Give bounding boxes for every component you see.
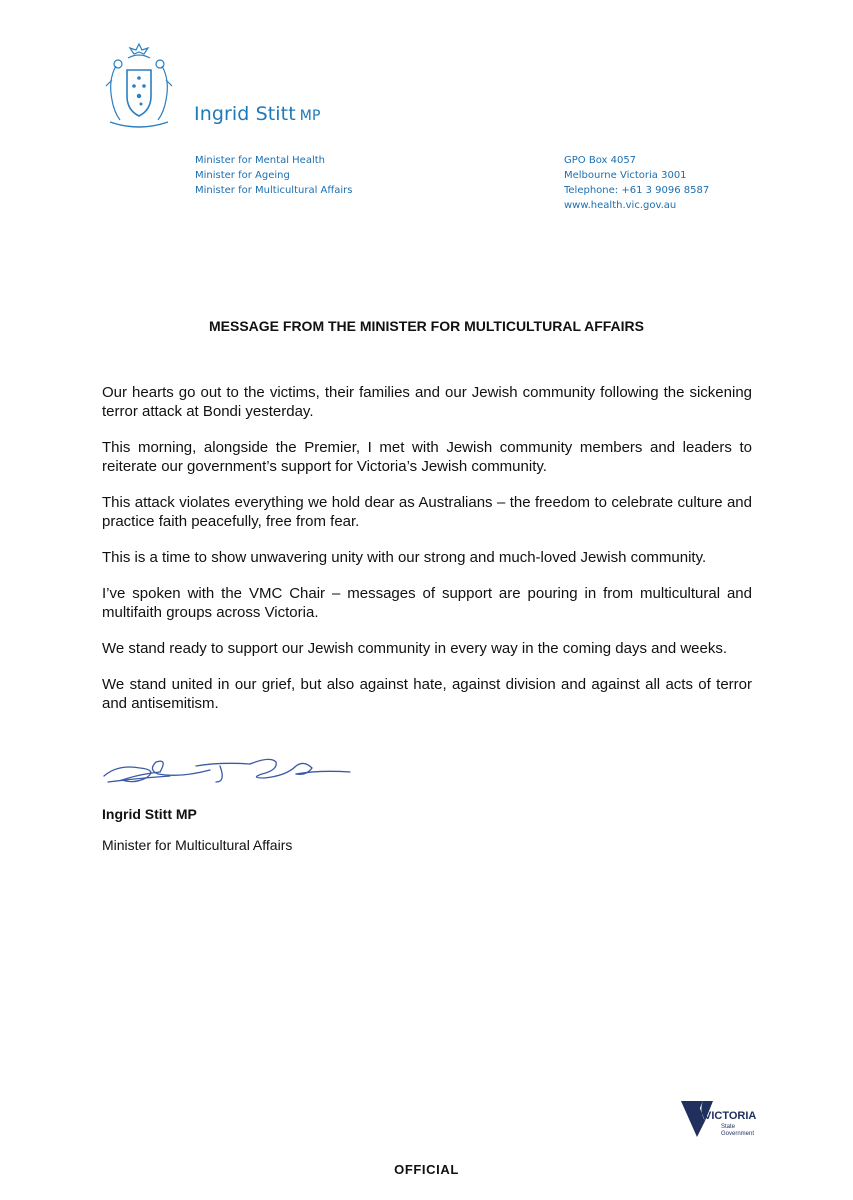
website-link[interactable]: www.health.vic.gov.au [564, 200, 677, 211]
body-paragraph: This attack violates everything we hold dear as Australians – the freedom to celebrate culture and practice faith peacefully, free from fear. [102, 494, 752, 530]
signature-image [100, 752, 360, 788]
body-paragraph: We stand ready to support our Jewish community in every way in the coming days and weeks. [102, 640, 728, 657]
message-body [102, 383, 752, 730]
phone-line: Telephone: +61 3 9096 8587 [564, 185, 710, 196]
portfolio-item: Minister for Ageing [195, 170, 290, 181]
security-classification: OFFICIAL [394, 1162, 459, 1177]
body-paragraph: I’ve spoken with the VMC Chair – messages of support are pouring in from multicultural and multifaith groups across Victoria. [102, 585, 752, 621]
victoria-state-government-logo [679, 1097, 759, 1143]
portfolio-list [195, 153, 353, 198]
signatory-title: Minister for Multicultural Affairs [102, 837, 293, 853]
body-paragraph: Our hearts go out to the victims, their families and our Jewish community following the sickening terror attack at Bondi yesterday. [102, 384, 752, 420]
letterhead-minister-name [194, 103, 321, 125]
contact-address [564, 153, 709, 213]
signatory-name: Ingrid Stitt MP [102, 806, 197, 822]
logo-wordmark: VICTORIA [704, 1110, 757, 1122]
page-title: MESSAGE FROM THE MINISTER FOR MULTICULTURAL AFFAIRS [208, 318, 645, 334]
logo-government: Government [721, 1131, 755, 1137]
portfolio-item: Minister for Multicultural Affairs [195, 185, 353, 196]
minister-name-suffix: MP [299, 108, 321, 124]
address-line: GPO Box 4057 [564, 155, 637, 166]
portfolio-item: Minister for Mental Health [195, 155, 325, 166]
address-line: Melbourne Victoria 3001 [564, 170, 687, 181]
body-paragraph: We stand united in our grief, but also against hate, against division and against all acts of terror and antisemitism. [102, 676, 752, 712]
body-paragraph: This is a time to show unwavering unity with our strong and much-loved Jewish community. [102, 549, 707, 566]
minister-name-text: Ingrid Stitt [194, 103, 296, 125]
coat-of-arms-logo [98, 40, 180, 134]
logo-state: State [721, 1124, 736, 1130]
body-paragraph: This morning, alongside the Premier, I met with Jewish community members and leaders to reiterate our government’s support for Victoria’s Jewish community. [102, 439, 752, 475]
